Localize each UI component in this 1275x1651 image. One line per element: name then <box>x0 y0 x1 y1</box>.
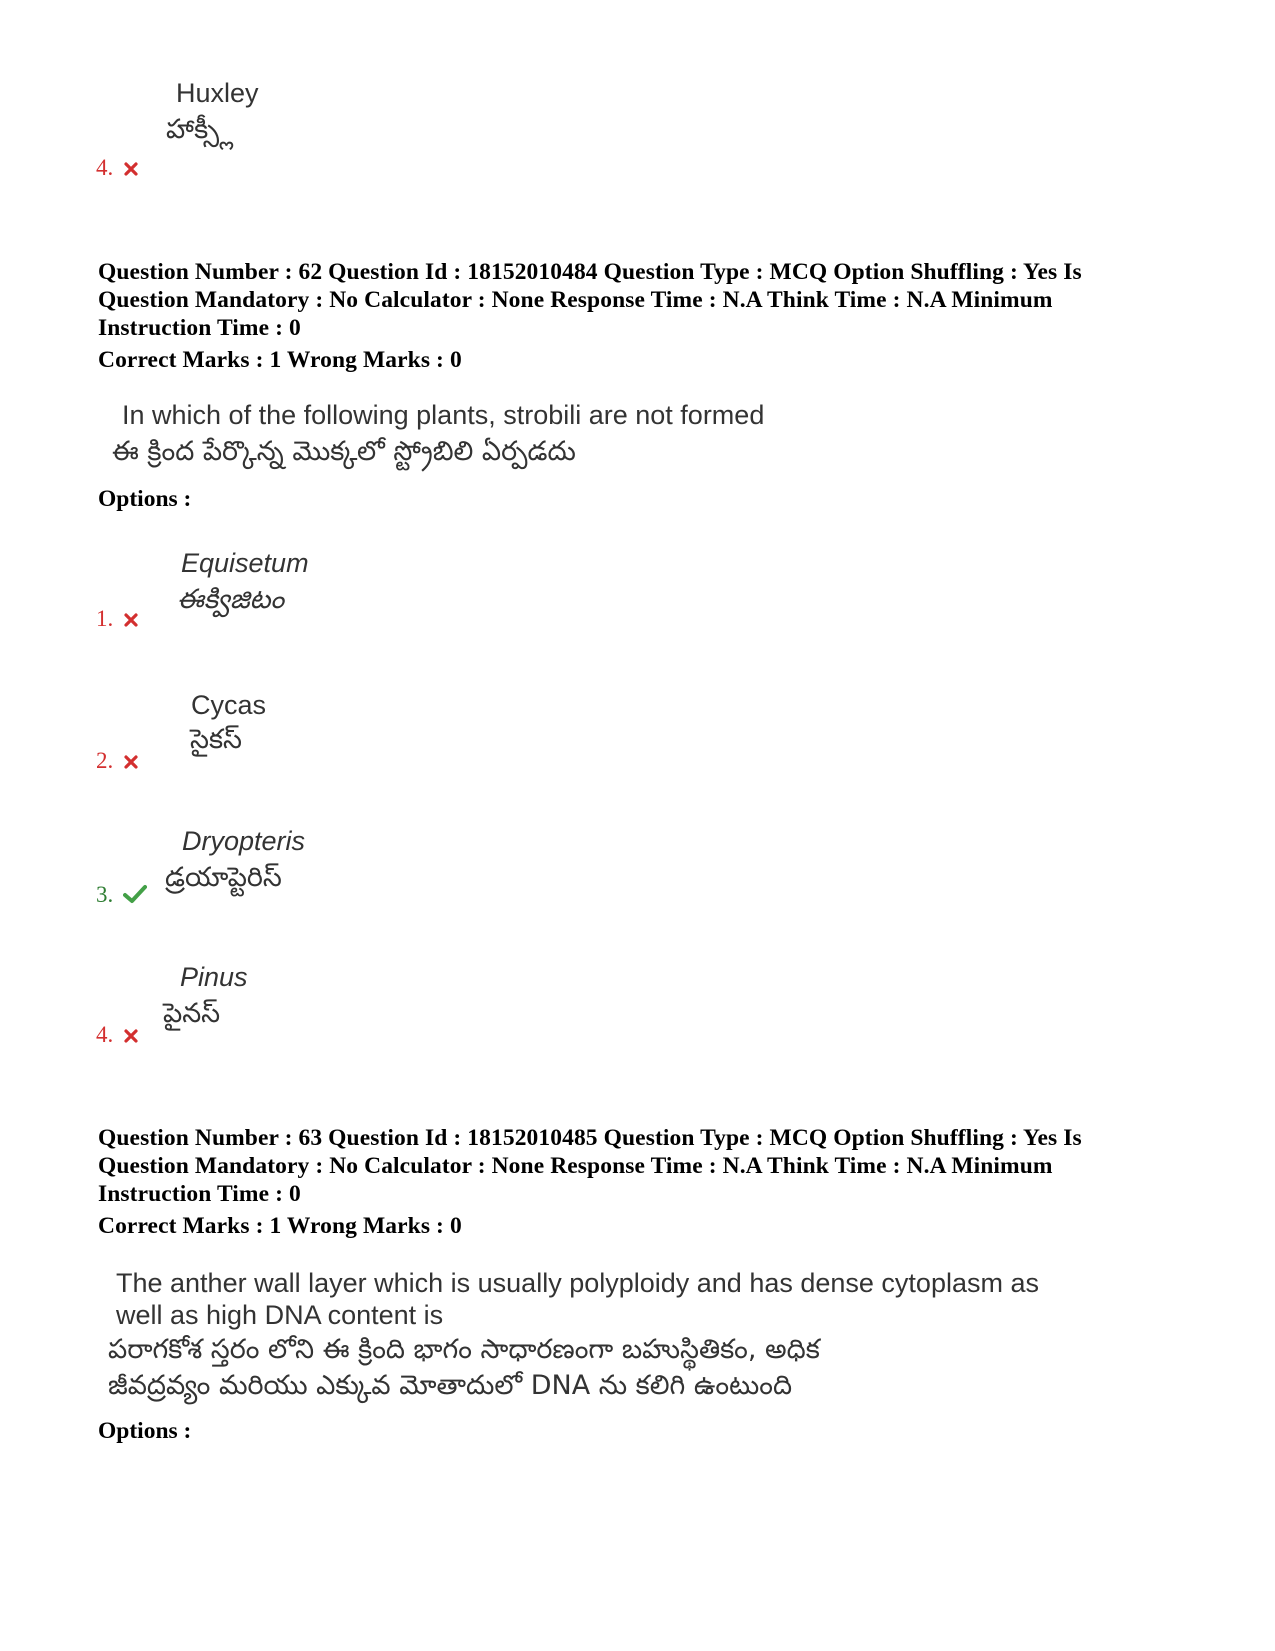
q62-option-1-telugu: ఈక్విజిటం <box>177 584 285 615</box>
question-62-header <box>98 258 1198 342</box>
option-number: 4. <box>96 1022 114 1047</box>
question-62-meta-line2: Question Mandatory : No Calculator : None Response Time : N.A Think Time : N.A Minimum <box>98 287 1053 313</box>
cross-icon <box>123 608 139 634</box>
question-62-meta-line3: Instruction Time : 0 <box>98 315 301 341</box>
checkmark-icon <box>123 884 147 910</box>
q62-option-4-english: Pinus <box>180 962 248 992</box>
q62-option-1-marker <box>96 606 139 634</box>
question-63-text-telugu-line2: జీవద్రవ్యం మరియు ఎక్కువ మోతాదులో DNA ను కలిగి ఉంటుంది <box>108 1370 793 1401</box>
question-63-meta-line1: Question Number : 63 Question Id : 18152010485 Question Type : MCQ Option Shuffling : Yes Is <box>98 1125 1082 1151</box>
question-62-marks: Correct Marks : 1 Wrong Marks : 0 <box>98 347 462 373</box>
question-63-meta-line2: Question Mandatory : No Calculator : None Response Time : N.A Think Time : N.A Minimum <box>98 1153 1053 1179</box>
question-63-options-label: Options : <box>98 1418 192 1444</box>
option-number: 3. <box>96 882 114 907</box>
question-63-text-english-line1: The anther wall layer which is usually polyploidy and has dense cytoplasm as <box>116 1268 1039 1298</box>
q62-option-2-telugu: సైకస్ <box>190 724 243 755</box>
q62-option-3-marker <box>96 882 147 910</box>
cross-icon <box>123 1024 139 1050</box>
q62-option-3-english: Dryopteris <box>182 826 306 856</box>
question-62-text-english: In which of the following plants, strobili are not formed <box>122 400 765 430</box>
prev-option-4-english: Huxley <box>176 78 259 108</box>
prev-option-4-marker <box>96 155 139 183</box>
q62-option-3-telugu: డ్రయాప్టెరిస్ <box>165 862 282 893</box>
question-62-text-telugu: ఈ క్రింద పేర్కొన్న మొక్కలో స్ట్రోబిలి ఏర్పడదు <box>112 436 576 467</box>
option-number: 1. <box>96 606 114 631</box>
option-number: 4. <box>96 155 114 180</box>
question-63-text-telugu-line1: పరాగకోశ స్తరం లోని ఈ క్రింది భాగం సాధారణంగా బహుస్థితికం, అధిక <box>108 1334 820 1365</box>
question-63-marks: Correct Marks : 1 Wrong Marks : 0 <box>98 1213 462 1239</box>
question-62-meta-line1: Question Number : 62 Question Id : 18152010484 Question Type : MCQ Option Shuffling : Yes Is <box>98 259 1082 285</box>
question-63-header <box>98 1124 1198 1208</box>
q62-option-2-marker <box>96 748 139 776</box>
option-number: 2. <box>96 748 114 773</box>
q62-option-4-telugu: పైనస్ <box>163 998 221 1029</box>
q62-option-4-marker <box>96 1022 139 1050</box>
q62-option-2-english: Cycas <box>191 690 267 720</box>
question-63-text-english-line2: well as high DNA content is <box>116 1300 444 1330</box>
cross-icon <box>123 157 139 183</box>
prev-option-4-telugu: హాక్స్లీ <box>166 114 234 145</box>
question-62-options-label: Options : <box>98 486 192 512</box>
question-63-meta-line3: Instruction Time : 0 <box>98 1181 301 1207</box>
cross-icon <box>123 750 139 776</box>
q62-option-1-english: Equisetum <box>181 548 309 578</box>
